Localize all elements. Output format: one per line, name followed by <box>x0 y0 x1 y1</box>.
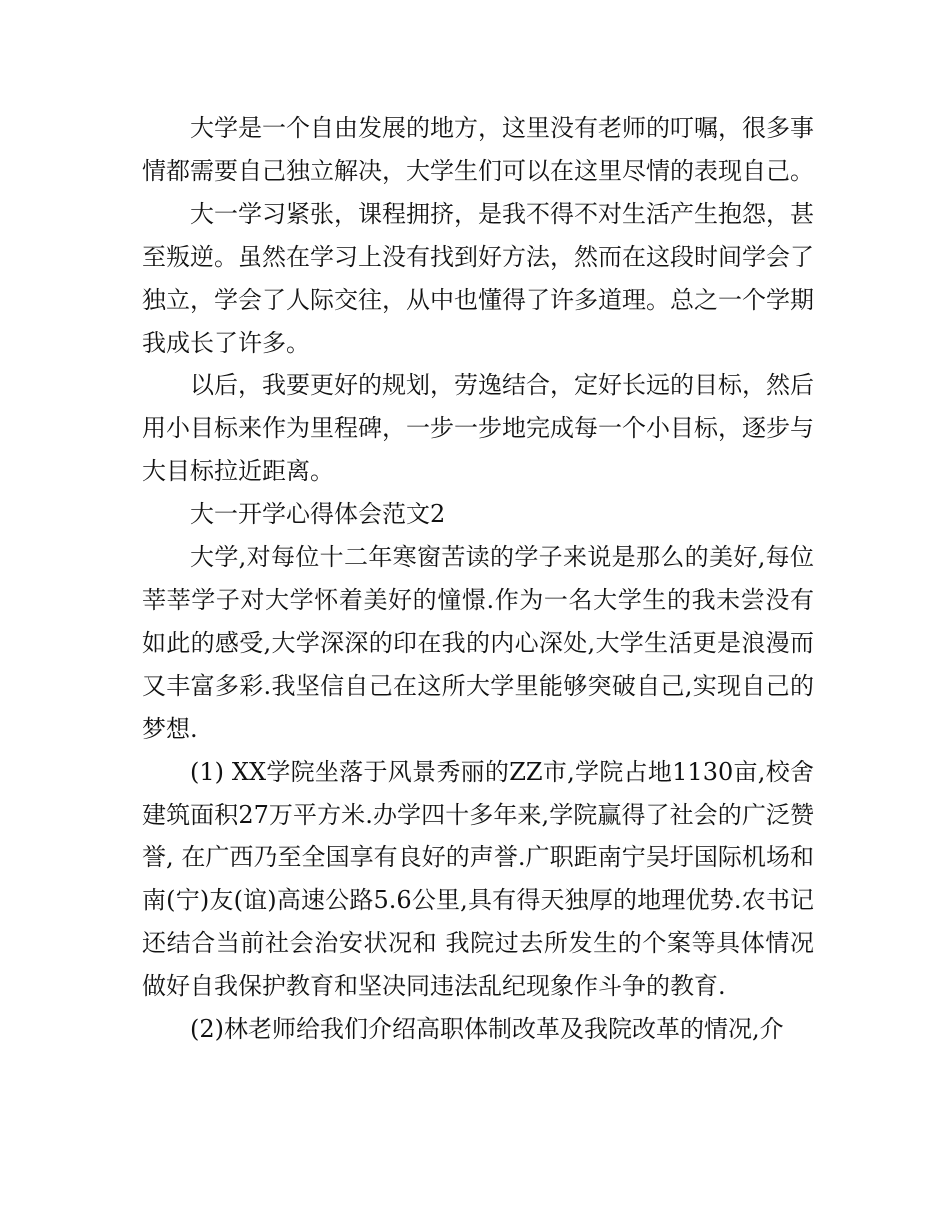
paragraph-5: (1) XX学院坐落于风景秀丽的ZZ市,学院占地1130亩,校舍建筑面积27万平方米.办学四十多年来,学院赢得了社会的广泛赞誉, 在广西乃至全国享有良好的声誉.广职距南宁吴圩国际机场和南(宁)友(谊)高速公路5.6公里,具有得天独厚的地理优势.农书记还结合当前社会治安状况和 我院过去所发生的个案等具体情况做好自我保护教育和坚决同违法乱纪现象作斗争的教育. <box>142 757 814 1001</box>
paragraph-2: 大一学习紧张，课程拥挤，是我不得不对生活产生抱怨，甚至叛逆。虽然在学习上没有找到好方法，然而在这段时间学会了独立，学会了人际交往，从中也懂得了许多道理。总之一个学期我成长了许多。 <box>142 199 814 357</box>
document-page <box>142 107 814 1051</box>
paragraph-6: (2)林老师给我们介绍高职体制改革及我院改革的情况,介 <box>190 1015 784 1044</box>
paragraph-4: 大学,对每位十二年寒窗苦读的学子来说是那么的美好,每位莘莘学子对大学怀着美好的憧憬.作为一名大学生的我未尝没有如此的感受,大学深深的印在我的内心深处,大学生活更是浪漫而又丰富多彩.我坚信自己在这所大学里能够突破自己,实现自己的梦想. <box>142 543 814 743</box>
paragraph-3: 以后，我要更好的规划，劳逸结合，定好长远的目标，然后用小目标来作为里程碑，一步一步地完成每一个小目标，逐步与大目标拉近距离。 <box>142 371 814 486</box>
paragraph-1: 大学是一个自由发展的地方，这里没有老师的叮嘱，很多事情都需要自己独立解决，大学生们可以在这里尽情的表现自己。 <box>142 114 814 185</box>
section-heading: 大一开学心得体会范文2 <box>190 500 446 529</box>
